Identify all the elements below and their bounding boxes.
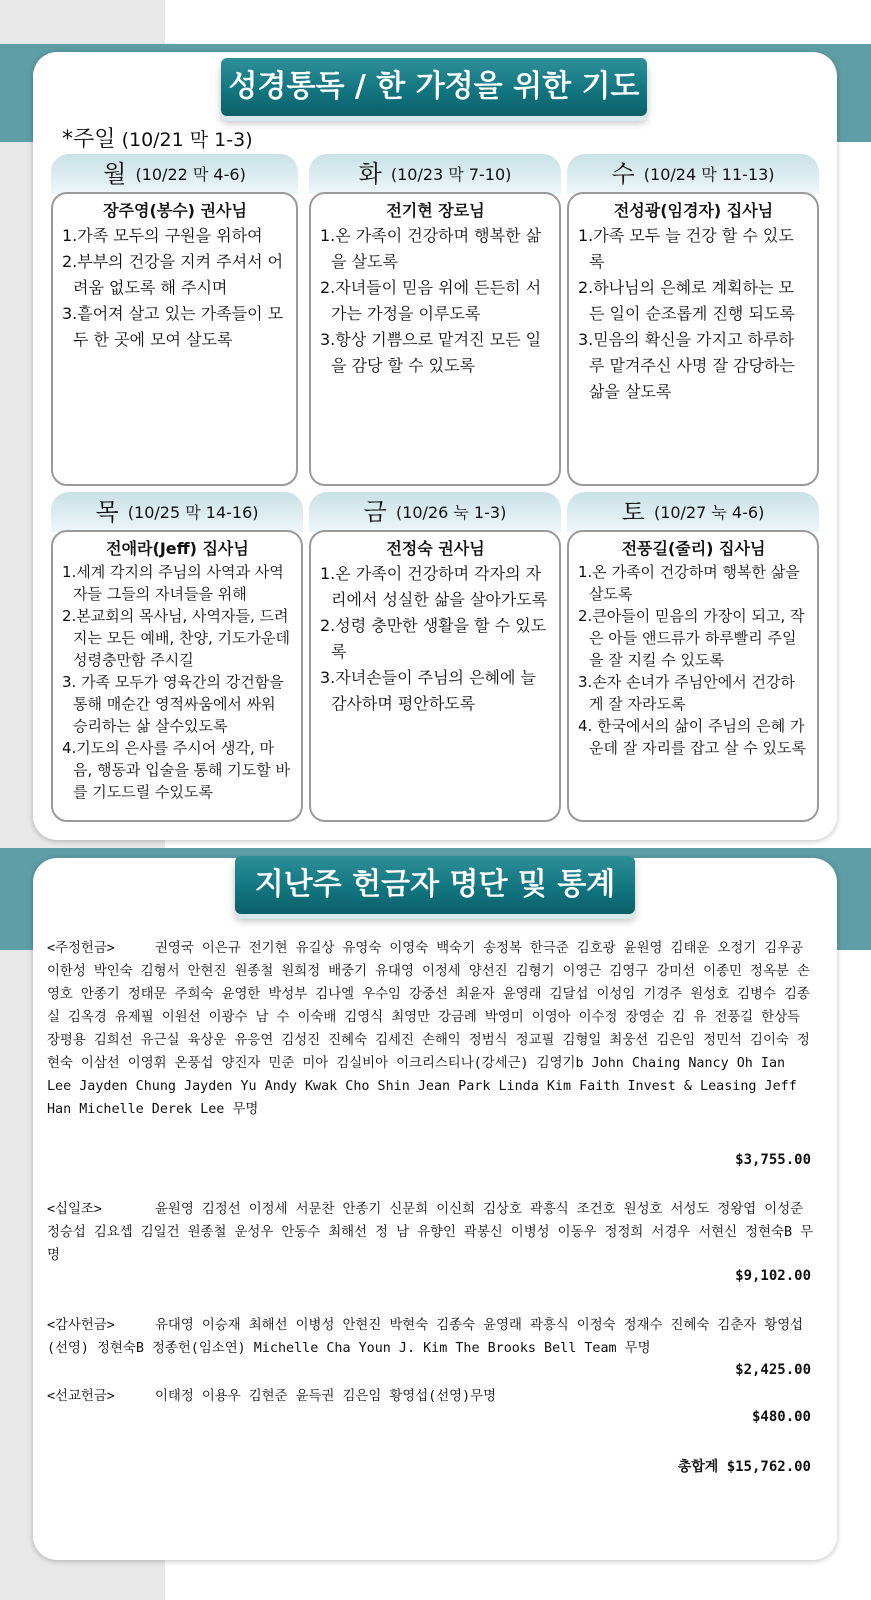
- day-ref: (10/26 눅 1-3): [395, 503, 507, 522]
- prayer-item: 1.가족 모두의 구원을 위하여: [62, 226, 263, 245]
- prayer-person: 전풍길(줄리) 집사님: [621, 539, 766, 558]
- day-header: [51, 154, 298, 194]
- day-card-thursday: [51, 492, 303, 822]
- sunday-label: *주일: [62, 127, 116, 152]
- day-card-monday: [51, 154, 298, 486]
- offering-category: <선교헌금>: [47, 1389, 115, 1404]
- day-card-tuesday: [309, 154, 561, 486]
- sunday-ref: (10/21 막 1-3): [121, 129, 253, 151]
- offering-names: 윤원영 김정선 이정세 서문찬 안종기 신문희 이신희 김상호 곽흥식 조건호 원성호 서성도 정왕엽 이성준 정승섭 김요셉 김일건 원종철 운성우 안동수 최해선 정 남 유향인 곽봉신 이병성 이동우 정정희 서경우 서현신 정현숙B 무명: [47, 1202, 814, 1263]
- total-label: 총합계: [677, 1459, 719, 1475]
- prayer-person: 전성광(임경자) 집사님: [613, 201, 774, 220]
- day-name: 월: [103, 160, 127, 188]
- day-name: 수: [611, 160, 635, 188]
- day-header: [567, 154, 819, 194]
- day-ref: (10/23 막 7-10): [390, 165, 512, 184]
- offering-total: [678, 1456, 811, 1476]
- offering-category: <주정헌금>: [47, 941, 115, 956]
- offering-names: 유대영 이승재 최해선 이병성 안현진 박현숙 김종숙 윤영래 곽흥식 이정숙 정재수 진혜숙 김춘자 황영섭(선영) 정현숙B 정종헌(임소연) Michelle Cha Youn J. Kim The Brooks Bell Team 무명: [47, 1318, 804, 1356]
- offering-group-tithe: [47, 1198, 817, 1267]
- day-body: [567, 530, 819, 822]
- prayer-item: 1.가족 모두 늘 건강 할 수 있도록: [578, 226, 794, 271]
- prayer-item: 3.자녀손들이 주님의 은혜에 늘 감사하며 평안하도록: [320, 668, 542, 713]
- prayer-item: 1.온 가족이 건강하며 행복한 삶을 살도록: [578, 563, 805, 603]
- prayer-item: 1.온 가족이 건강하며 각자의 자리에서 성실한 삶을 살아가도록: [320, 564, 548, 609]
- day-header: [309, 492, 561, 532]
- day-ref: (10/27 눅 4-6): [653, 503, 765, 522]
- day-body: [567, 192, 819, 486]
- prayer-item: 4.기도의 은사를 주시어 생각, 마음, 행동과 입술을 통해 기도할 바를 기도드릴 수있도록: [62, 739, 290, 801]
- prayer-item: 3.손자 손녀가 주님안에서 건강하게 잘 자라도록: [578, 673, 795, 713]
- prayer-item: 3.항상 기쁨으로 맡겨진 모든 일을 감당 할 수 있도록: [320, 330, 542, 375]
- day-body: [309, 530, 561, 822]
- day-header: [567, 492, 819, 532]
- day-ref: (10/25 막 14-16): [127, 503, 259, 522]
- prayer-list: [62, 223, 288, 353]
- offering-category: <십일조>: [47, 1202, 102, 1217]
- prayer-item: 2.성령 충만한 생활을 할 수 있도록: [320, 616, 547, 661]
- prayer-item: 3.흩어져 살고 있는 가족들이 모두 한 곳에 모여 살도록: [62, 304, 284, 349]
- day-body: [51, 192, 298, 486]
- day-name: 화: [358, 160, 382, 188]
- offering-group-sunday: [47, 937, 817, 1121]
- prayer-item: 2.하나님의 은혜로 계획하는 모든 일이 순조롭게 진행 되도록: [578, 278, 795, 323]
- offering-category: <감사헌금>: [47, 1318, 115, 1333]
- offering-names: 이태정 이용우 김현준 윤득권 김은임 황영섭(선영)무명: [155, 1389, 497, 1404]
- offering-names: 권영국 이은규 전기현 유길상 유영숙 이영숙 백숙기 송정복 한극준 김호광 윤원영 김태운 오정기 김우공 이한성 박인숙 김형서 안현진 원종철 원희정 배중기 유대영 이정세 양선진 김형기 이영근 김영구 강미선 이종민 정옥분 손영호 안종기 정태문 주희숙 윤영한 박성부 김나엘 우수임 강중선 최윤자 윤영래 김달섭 이성임 기경주 원성호 김병수 김종실 김옥경 유제필 이원선 이광수 남 수 이숙배 김영식 최영만 강금례 박영미 이영아 이수정 장영순 김 유 전풍길 한상득 장평용 김희선 유근실 육상운 유응연 김성진 진혜숙 김세진 손해익 정범식 정교필 김형일 최웅선 김은임 정민석 김이숙 정현숙 이삼선 이영휘 온풍섭 양진자 민준 미아 김실비아 이크리스티나(강세근) 김영기b John Chaing Nancy Oh Ian Lee Jayden Chung Jayden Yu Andy Kwak Cho Shin Jean Park Linda Kim Faith Invest & Leasing Jeff Han Michelle Derek Lee 무명: [47, 941, 810, 1117]
- prayer-banner-title: 성경통독 / 한 가정을 위한 기도: [221, 58, 647, 116]
- prayer-list: [320, 561, 551, 717]
- offering-amount: $3,755.00: [735, 1152, 811, 1168]
- prayer-item: 3.믿음의 확신을 가지고 하루하루 맡겨주신 사명 잘 감당하는 삶을 살도록: [578, 330, 800, 401]
- prayer-item: 2.본교회의 목사님, 사역자들, 드려지는 모든 예배, 찬양, 기도가운데 성령충만함 주시길: [62, 607, 295, 669]
- prayer-item: 2.큰아들이 믿음의 가장이 되고, 작은 아들 앤드류가 하루빨리 주일을 잘 지킬 수 있도록: [578, 607, 805, 669]
- prayer-item: 2.자녀들이 믿음 위에 든든히 서가는 가정을 이루도록: [320, 278, 542, 323]
- prayer-list: [320, 223, 551, 379]
- day-body: [309, 192, 561, 486]
- day-card-saturday: [567, 492, 819, 822]
- offering-banner-title: 지난주 헌금자 명단 및 통계: [235, 856, 635, 914]
- prayer-person: 전정숙 권사님: [386, 539, 485, 558]
- prayer-item: 1.세계 각지의 주님의 사역과 사역자들 그들의 자녀들을 위해: [62, 563, 284, 603]
- prayer-person: 장주영(봉수) 권사님: [103, 201, 247, 220]
- prayer-item: 4. 한국에서의 삶이 주님의 은혜 가운데 잘 자리를 잡고 살 수 있도록: [578, 717, 806, 757]
- prayer-item: 2.부부의 건강을 지켜 주셔서 어려움 없도록 해 주시며: [62, 252, 284, 297]
- offering-group-mission: [47, 1385, 817, 1408]
- prayer-item: 1.온 가족이 건강하며 행복한 삶을 살도록: [320, 226, 542, 271]
- day-ref: (10/24 막 11-13): [643, 165, 775, 184]
- day-card-wednesday: [567, 154, 819, 486]
- prayer-person: 전애라(Jeff) 집사님: [106, 539, 249, 558]
- offering-amount: $9,102.00: [735, 1268, 811, 1284]
- prayer-list: [578, 223, 809, 405]
- day-ref: (10/22 막 4-6): [135, 165, 246, 184]
- day-header: [309, 154, 561, 194]
- day-card-friday: [309, 492, 561, 822]
- sunday-reading: [62, 122, 253, 153]
- day-header: [51, 492, 303, 532]
- day-body: [51, 530, 303, 822]
- day-name: 목: [95, 498, 119, 526]
- offering-amount: $480.00: [751, 1409, 811, 1425]
- prayer-list: [578, 561, 809, 759]
- offering-group-thanks: [47, 1314, 817, 1360]
- offering-amount: $2,425.00: [735, 1362, 811, 1378]
- day-name: 토: [621, 498, 645, 526]
- day-name: 금: [363, 498, 387, 526]
- prayer-item: 3. 가족 모두가 영육간의 강건함을 통해 매순간 영적싸움에서 싸워 승리하는 삶 살수있도록: [62, 673, 289, 735]
- total-amount: $15,762.00: [726, 1459, 811, 1475]
- prayer-list: [62, 561, 293, 803]
- prayer-person: 전기현 장로님: [386, 201, 485, 220]
